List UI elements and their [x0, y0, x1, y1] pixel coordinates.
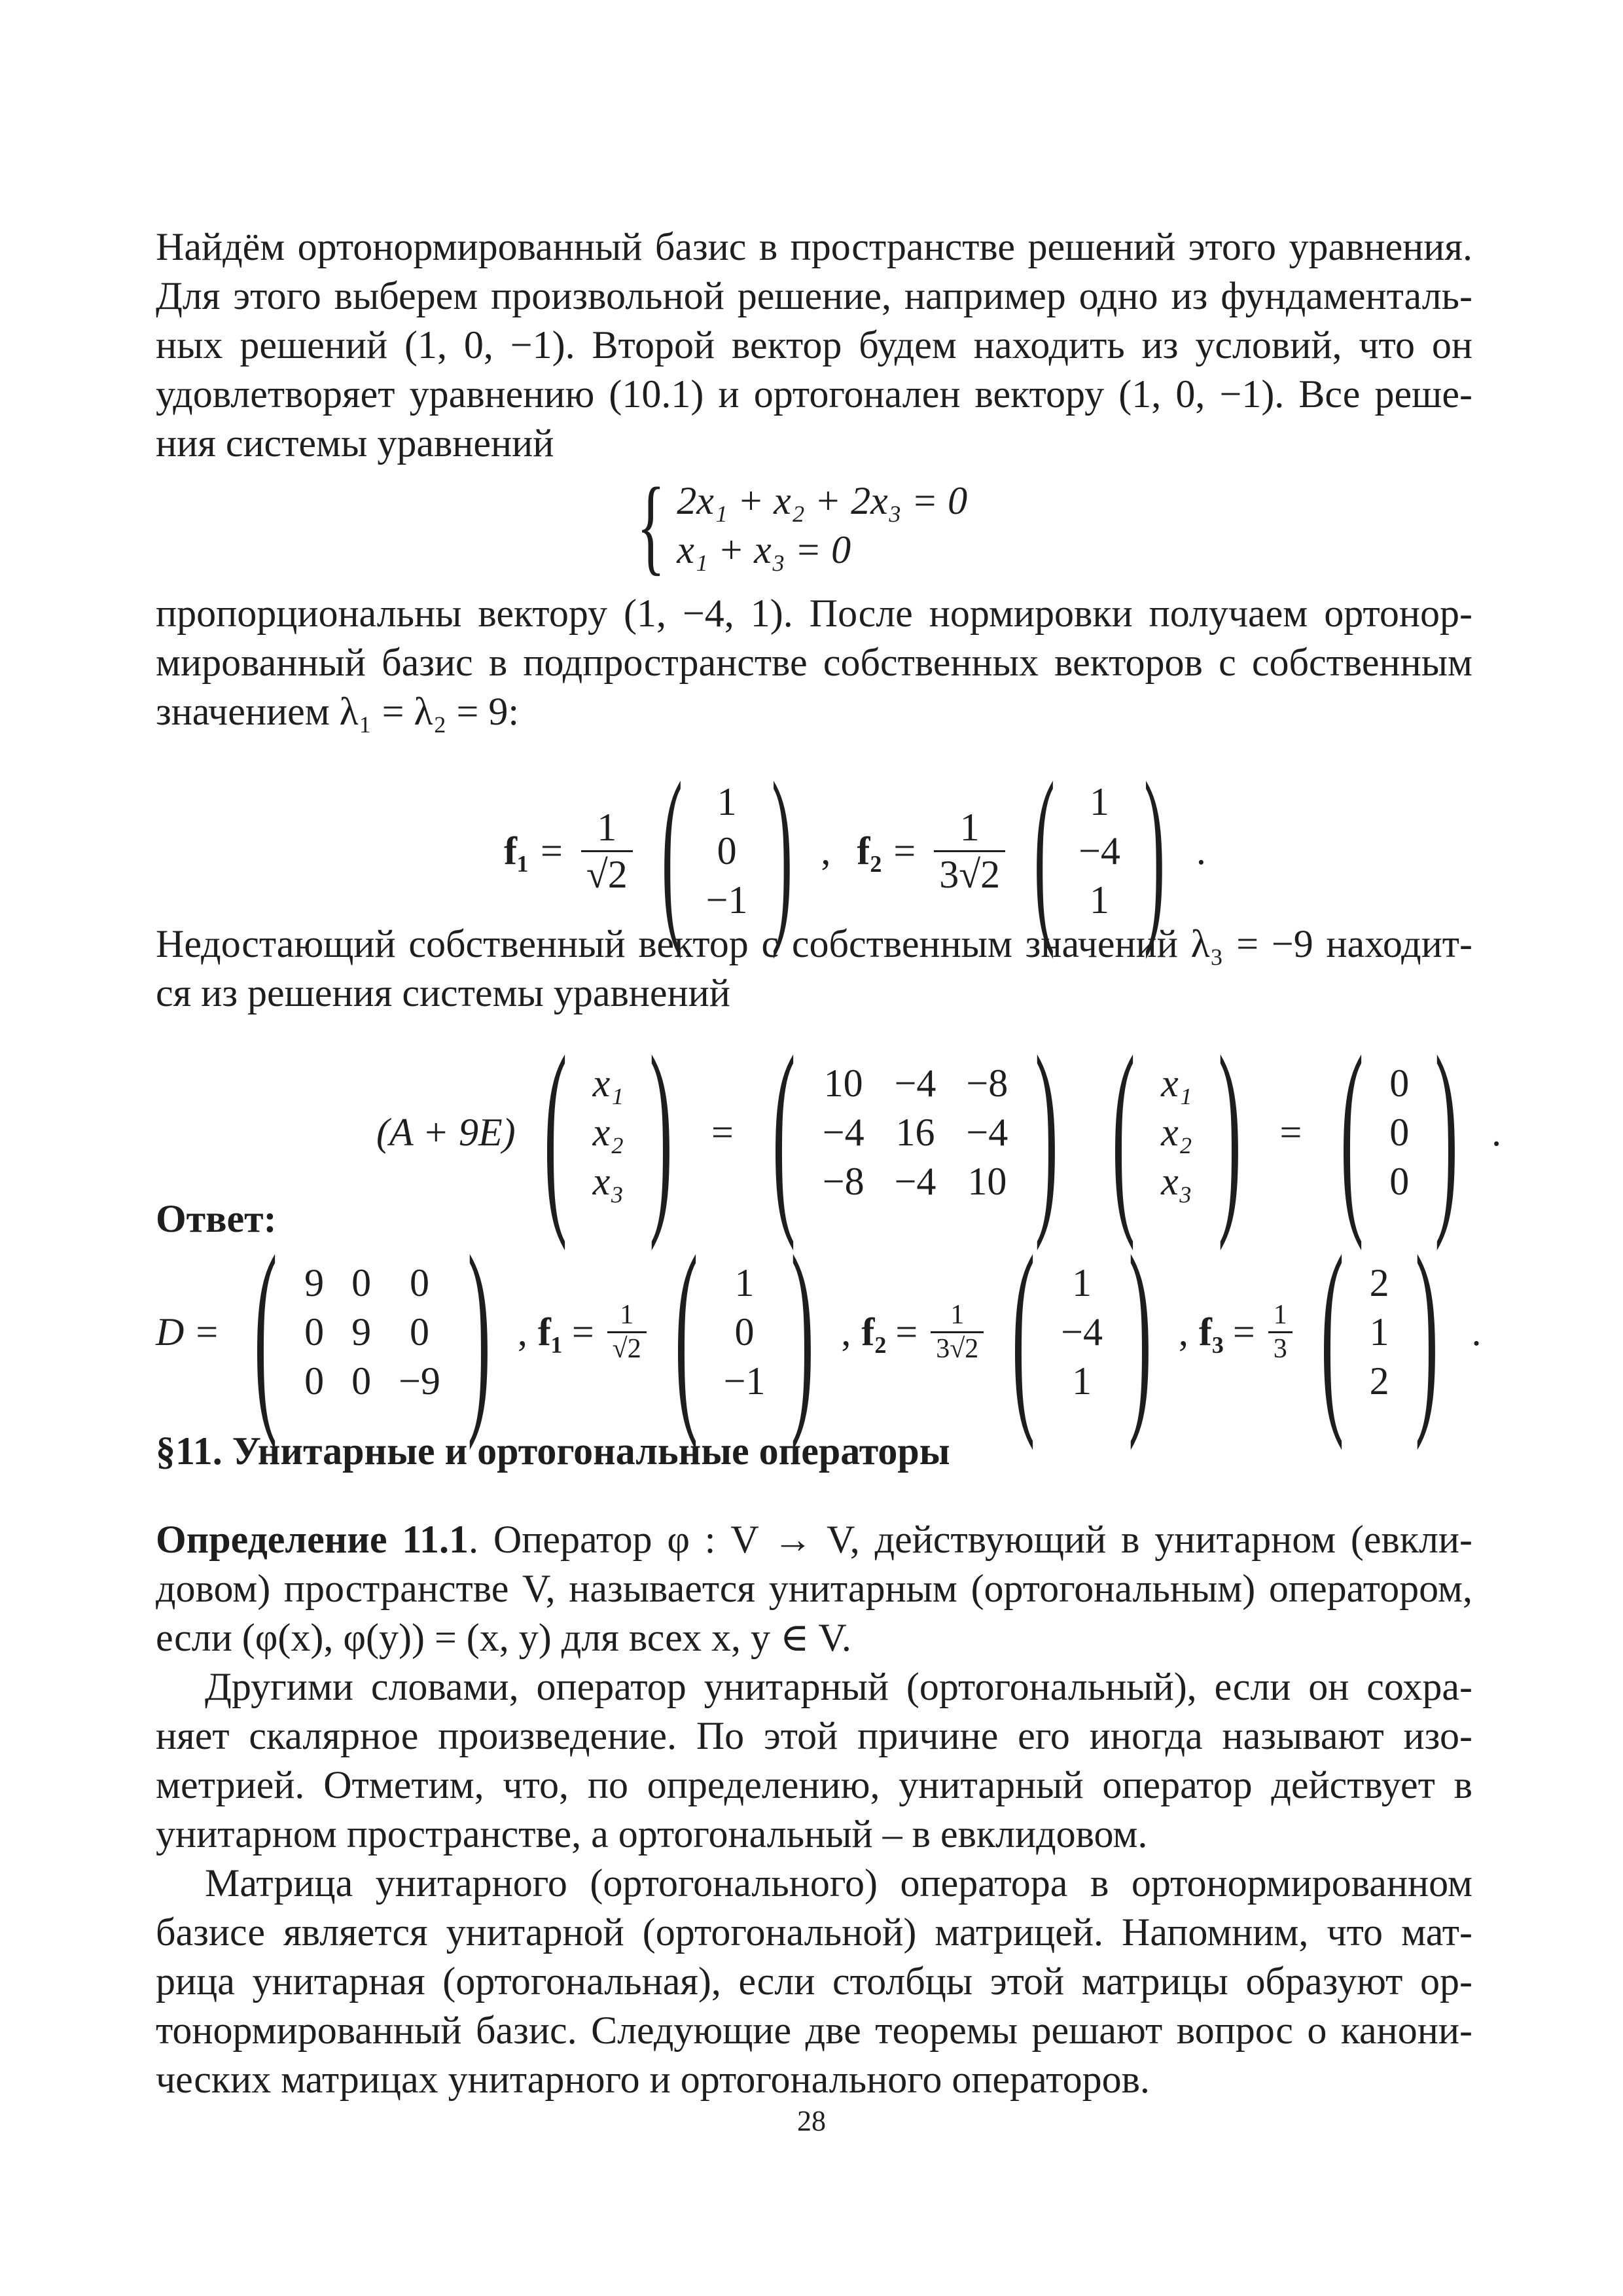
matrix-entry: 0	[410, 1261, 430, 1304]
matrix-entry: 16	[895, 1110, 935, 1154]
answer-label: Ответ:	[156, 1197, 277, 1240]
matrix-entry: 9	[304, 1261, 325, 1304]
text-line: метрией. Отметим, что, по определению, унитарный оператор действует в	[156, 1763, 1472, 1806]
period: .	[1471, 1310, 1482, 1354]
equals-sign: =	[196, 1310, 219, 1354]
text-line: пропорциональны вектору (1, −4, 1). После нормировки получаем ортонор-	[156, 592, 1472, 635]
vector-entry: 1	[1089, 878, 1109, 922]
definition-title: Определение 11.1	[156, 1518, 469, 1561]
fraction-1-over-sqrt2	[607, 1299, 647, 1365]
left-paren: (	[544, 1013, 567, 1251]
denominator: 3√2	[931, 1331, 984, 1365]
matrix-entry: −4	[894, 1061, 936, 1105]
vector-entry: 0	[717, 829, 737, 872]
text-line: если (φ(x), φ(y)) = (x, y) для всех x, y ∈ V.	[156, 1616, 851, 1659]
vector-entry: x₃	[592, 1159, 624, 1203]
equals-sign: =	[1232, 1310, 1255, 1354]
equals-sign: =	[893, 829, 916, 872]
paragraph-proportional	[156, 589, 1472, 736]
d-symbol: D	[156, 1310, 185, 1354]
vector-entry: 1	[1072, 1261, 1092, 1304]
matrix-entry: 10	[967, 1159, 1007, 1203]
denominator: 3	[1268, 1331, 1293, 1365]
section-heading: §11. Унитарные и ортогональные операторы	[156, 1429, 950, 1473]
text-line	[156, 1515, 1472, 1564]
right-paren: )	[467, 1212, 491, 1451]
matrix-entry: −9	[399, 1359, 440, 1403]
matrix-entry: −4	[822, 1110, 865, 1154]
vector-entry: 1	[734, 1261, 755, 1304]
text-line: рица унитарная (ортогональная), если столбцы этой матрицы образуют ор-	[156, 1960, 1472, 2003]
left-paren: (	[1340, 1013, 1364, 1251]
text-line: удовлетворяет уравнению (10.1) и ортогонален вектору (1, 0, −1). Все реше-	[156, 372, 1472, 416]
equals-sign: =	[540, 829, 563, 872]
lhs-operator: (A + 9E)	[376, 1110, 516, 1154]
left-paren: (	[675, 1212, 698, 1451]
matrix-a-plus-9e	[748, 1013, 1082, 1251]
right-paren: )	[791, 1212, 815, 1451]
vector-f3	[1296, 1212, 1463, 1451]
numerator: 1	[1273, 1300, 1287, 1331]
right-paren: )	[1435, 1013, 1458, 1251]
text-line: ния системы уравнений	[156, 422, 554, 465]
vector-entry: x₂	[592, 1110, 624, 1154]
denominator: √2	[607, 1331, 647, 1365]
matrix-entry: 0	[304, 1310, 325, 1354]
text-line: ся из решения системы уравнений	[156, 971, 730, 1014]
matrix-entry: 9	[351, 1310, 372, 1354]
definition-11-1	[156, 1515, 1472, 1662]
matrix-entry: 0	[410, 1310, 430, 1354]
fraction-1-over-3sqrt2	[931, 1299, 984, 1365]
left-paren: (	[661, 742, 683, 960]
zero-vector	[1316, 1013, 1482, 1251]
vector-entry: 0	[1389, 1110, 1410, 1154]
numerator: 1	[959, 805, 980, 849]
right-paren: )	[1143, 742, 1165, 960]
vector-entry: −4	[1079, 829, 1120, 872]
text-line: довом) пространстве V, называется унитарным (ортогональным) оператором,	[156, 1567, 1472, 1610]
matrix-d	[230, 1212, 515, 1451]
matrix-entry: −4	[894, 1159, 936, 1203]
right-paren: )	[1128, 1212, 1152, 1451]
vector-f1	[651, 1212, 839, 1451]
right-paren: )	[771, 742, 793, 960]
page-number: 28	[797, 2105, 826, 2137]
right-paren: )	[1217, 1013, 1241, 1251]
text-line: ческих матрицах унитарного и ортогонального операторов.	[156, 2058, 1150, 2101]
paragraph-unitary-matrix	[156, 1859, 1472, 2104]
vector-entry: −1	[723, 1359, 766, 1403]
left-brace: {	[636, 465, 666, 585]
vector-entry: x₁	[1161, 1061, 1192, 1105]
matrix-entry: 0	[351, 1261, 372, 1304]
text-line: няет скалярное произведение. По этой причине его иногда называют изо-	[156, 1714, 1472, 1757]
vector-entry: 1	[1072, 1359, 1092, 1403]
vector-x	[1088, 1013, 1265, 1251]
period: .	[1491, 1110, 1502, 1154]
matrix-entry: 10	[823, 1061, 863, 1105]
equals-sign: =	[1279, 1110, 1302, 1154]
text-line: Для этого выберем произвольной решение, например одно из фундаменталь-	[156, 274, 1472, 317]
numerator: 1	[597, 805, 617, 849]
vector-entry: 0	[734, 1310, 755, 1354]
left-paren: (	[1012, 1212, 1035, 1451]
numerator: 1	[950, 1300, 965, 1331]
f2-symbol: f₂	[861, 1310, 887, 1354]
text-line: Матрица унитарного (ортогонального) оператора в ортонормированном	[205, 1861, 1472, 1905]
system-equation-2: x₁ + x₃ = 0	[677, 528, 851, 571]
fraction-1-over-sqrt2	[581, 805, 633, 897]
left-paren: (	[772, 1013, 796, 1251]
right-paren: )	[1414, 1212, 1438, 1451]
left-paren: (	[1321, 1212, 1344, 1451]
vector-entry: 1	[1089, 780, 1109, 823]
vector-entry: x₂	[1161, 1110, 1192, 1154]
fraction-1-over-3	[1268, 1299, 1293, 1365]
definition-text: . Оператор φ : V → V, действующий в унитарном (евкли-	[469, 1518, 1473, 1561]
vector-entry: 1	[717, 780, 737, 823]
text-line: унитарном пространстве, а ортогональный – в евклидовом.	[156, 1812, 1148, 1856]
equation-system	[625, 465, 968, 585]
text-line: базисе является унитарной (ортогональной) матрицей. Напомним, что мат-	[156, 1910, 1472, 1954]
comma: ,	[841, 1310, 851, 1354]
left-paren: (	[254, 1212, 277, 1451]
matrix-entry: −4	[966, 1110, 1008, 1154]
vector-entry: 0	[1389, 1061, 1410, 1105]
f1-symbol: f₁	[504, 829, 529, 872]
comma: ,	[517, 1310, 527, 1354]
right-paren: )	[649, 1013, 673, 1251]
system-equation-1: 2x₁ + x₂ + 2x₃ = 0	[677, 478, 968, 522]
equals-sign: =	[711, 1110, 734, 1154]
denominator: √2	[581, 850, 633, 897]
period: .	[1196, 829, 1206, 872]
paragraph-isometry	[156, 1662, 1472, 1859]
left-paren: (	[1034, 742, 1056, 960]
text-line: мированный базис в подпространстве собственных векторов с собственным	[156, 641, 1472, 684]
right-paren: )	[1035, 1013, 1058, 1251]
matrix-entry: −8	[822, 1159, 865, 1203]
matrix-entry: 0	[304, 1359, 325, 1403]
vector-entry: −4	[1061, 1310, 1103, 1354]
text-line: Недостающий собственный вектор с собственным значений λ₃ = −9 находит-	[156, 922, 1472, 965]
comma: ,	[1178, 1310, 1188, 1354]
fraction-1-over-3sqrt2	[934, 805, 1005, 897]
equals-sign: =	[571, 1310, 594, 1354]
vector-entry: −1	[705, 878, 748, 922]
comma: ,	[821, 829, 831, 872]
f3-symbol: f₃	[1198, 1310, 1224, 1354]
paragraph-orthonormal-basis	[156, 223, 1472, 468]
vector-f2	[988, 1212, 1176, 1451]
equals-sign: =	[895, 1310, 918, 1354]
vector-entry: x₁	[592, 1061, 624, 1105]
vector-entry: 2	[1369, 1261, 1389, 1304]
matrix-entry: −8	[966, 1061, 1008, 1105]
text-line: Найдём ортонормированный базис в пространстве решений этого уравнения.	[156, 225, 1472, 268]
f1-symbol: f₁	[537, 1310, 563, 1354]
vector-entry: 2	[1369, 1359, 1389, 1403]
matrix-entry: 0	[351, 1359, 372, 1403]
f2-symbol: f₂	[857, 829, 882, 872]
equation-linear-system	[376, 1013, 1502, 1251]
vector-entry: 0	[1389, 1159, 1410, 1203]
text-line: тонормированный базис. Следующие две теоремы решают вопрос о канони-	[156, 2009, 1472, 2052]
text-line: Другими словами, оператор унитарный (ортогональный), если он сохра-	[205, 1665, 1472, 1708]
denominator: 3√2	[934, 850, 1005, 897]
vector-entry: x₃	[1161, 1159, 1192, 1203]
numerator: 1	[620, 1300, 634, 1331]
vector-entry: 1	[1369, 1310, 1389, 1354]
paragraph-missing-eigenvector	[156, 920, 1472, 1018]
left-paren: (	[1112, 1013, 1135, 1251]
text-line: ных решений (1, 0, −1). Второй вектор будем находить из условий, что он	[156, 323, 1472, 367]
vector-x	[520, 1013, 697, 1251]
text-line: значением λ₁ = λ₂ = 9:	[156, 690, 520, 733]
